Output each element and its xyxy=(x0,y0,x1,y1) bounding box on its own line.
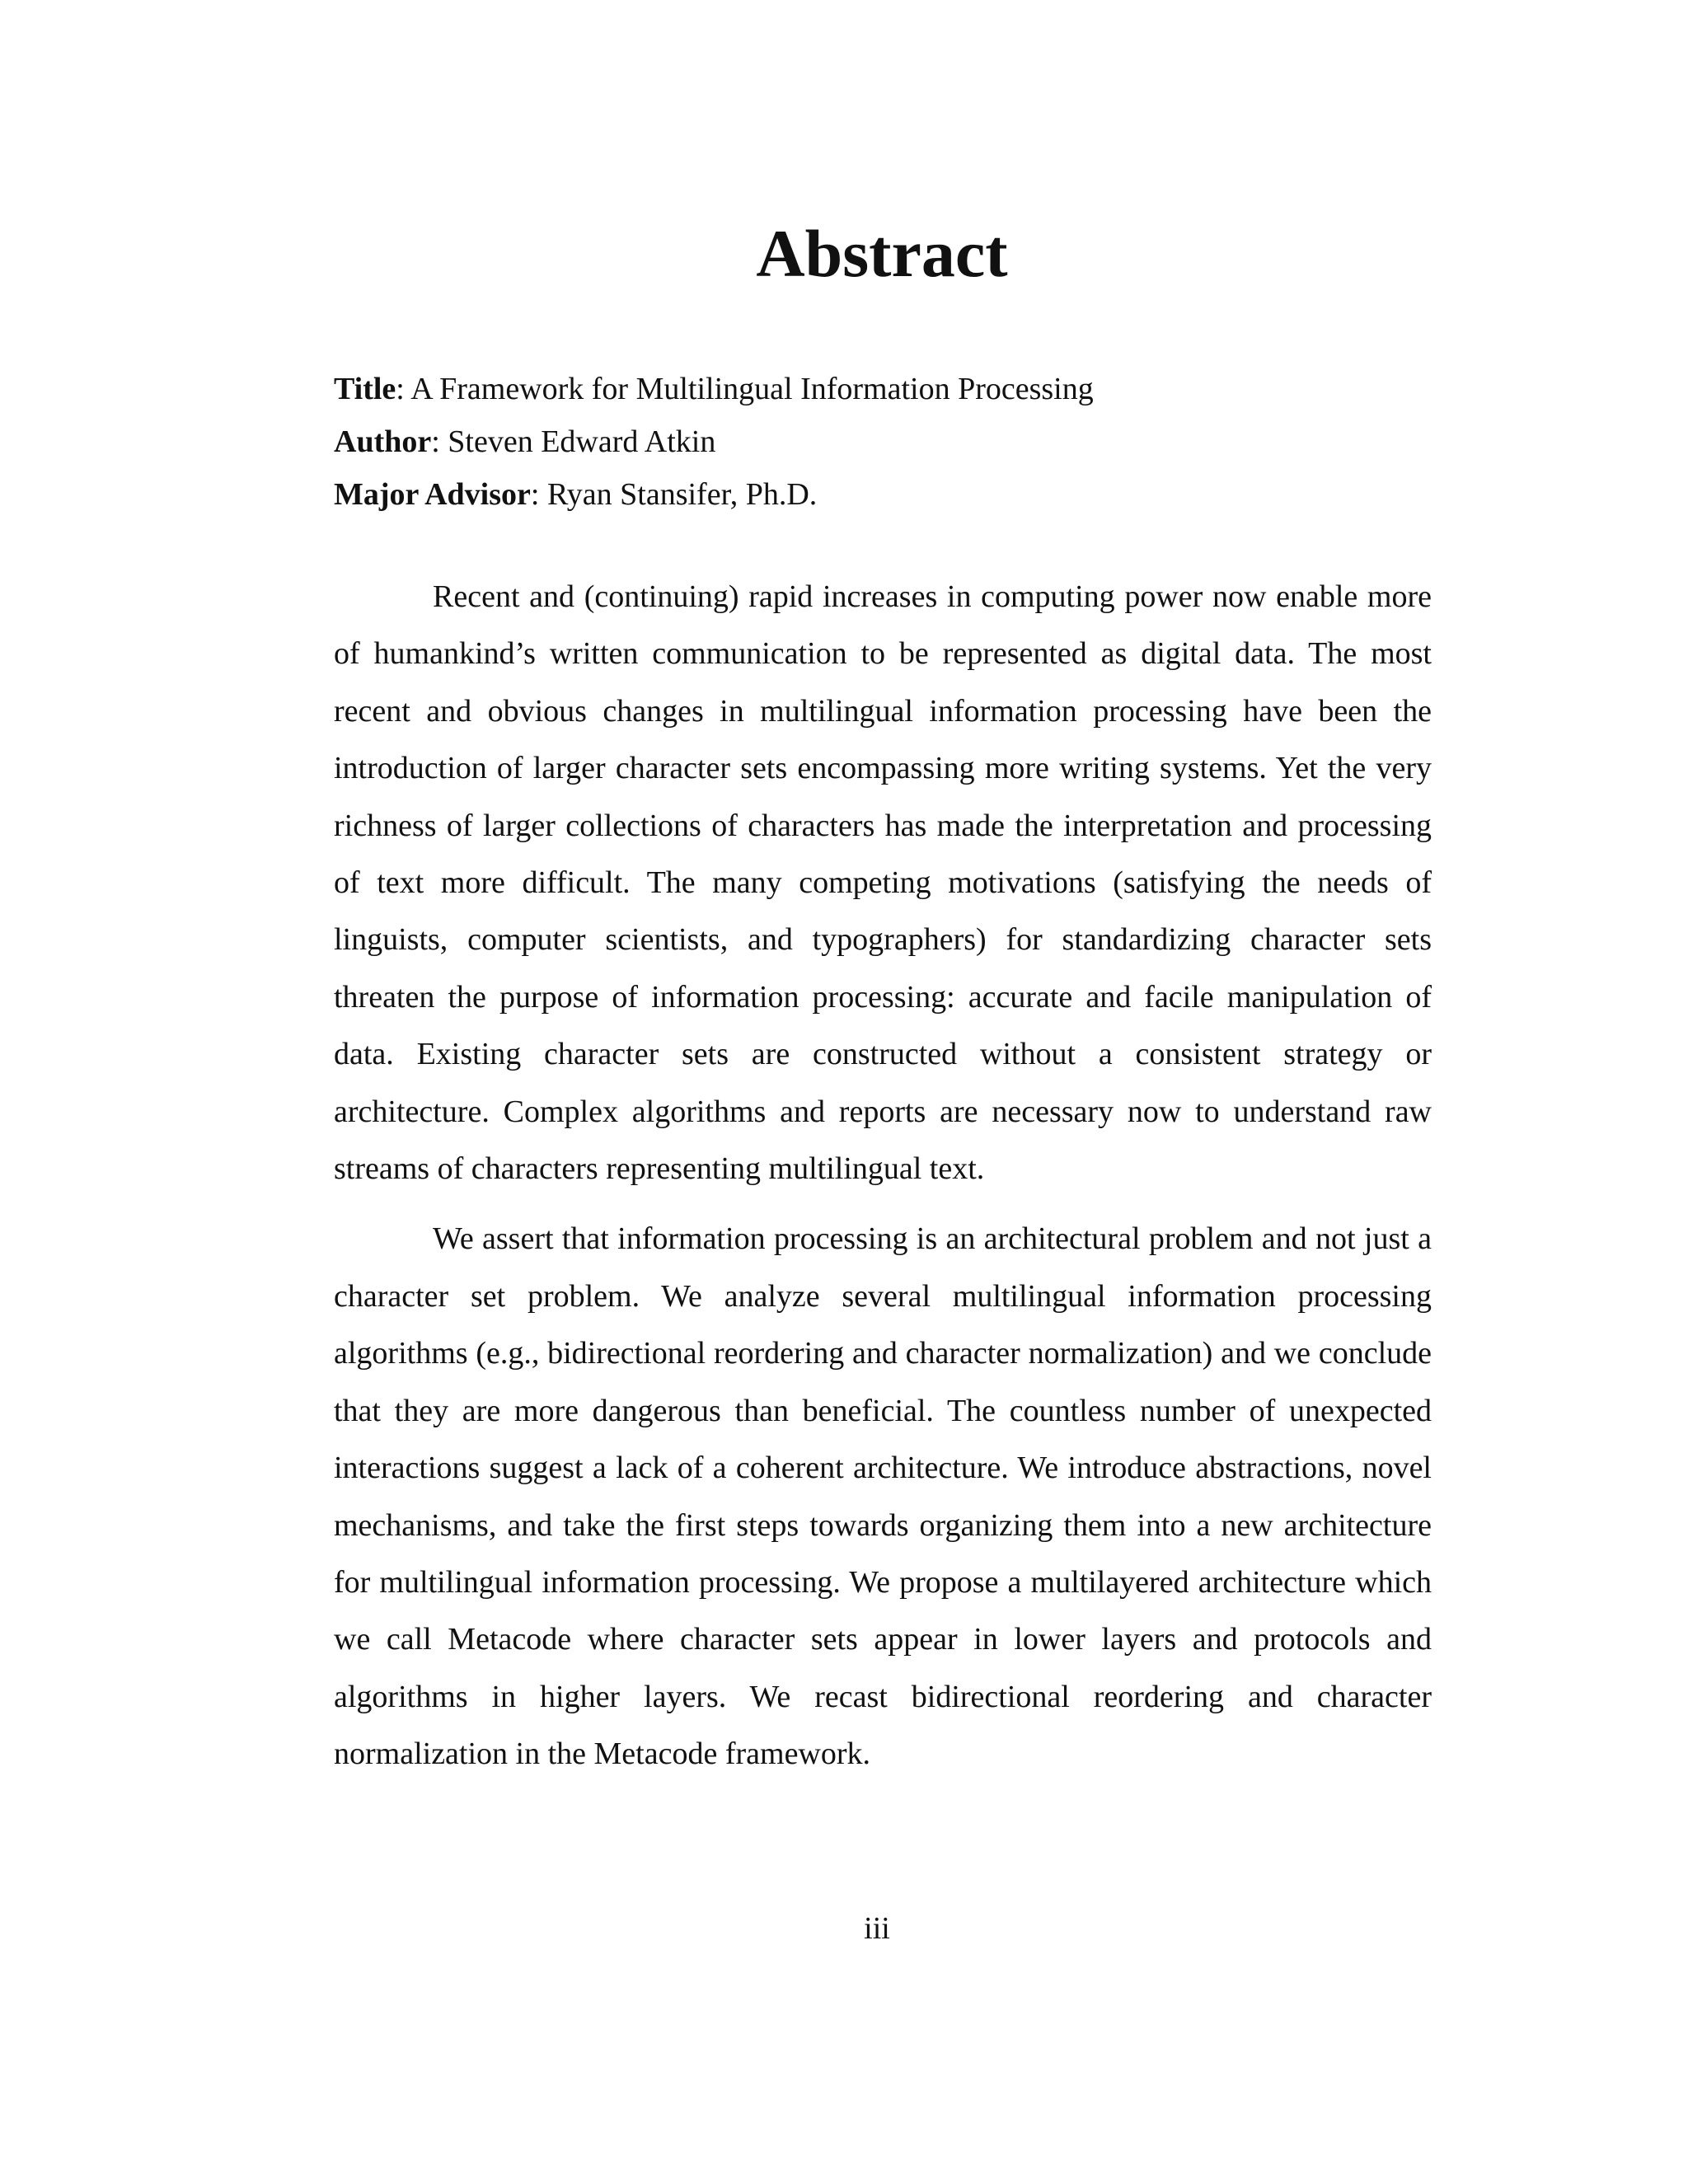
page-number: iii xyxy=(864,1911,890,1946)
advisor-value: : Ryan Stansifer, Ph.D. xyxy=(530,477,818,512)
author-value: : Steven Edward Atkin xyxy=(431,424,716,459)
advisor-label: Major Advisor xyxy=(334,477,531,512)
title-line xyxy=(334,363,1430,415)
abstract-heading: Abstract xyxy=(756,216,1008,291)
advisor-line xyxy=(334,468,1430,521)
author-line xyxy=(334,415,1430,468)
abstract-paragraph-1: Recent and (continuing) rapid increases in computing power now enable more of humankind’s written communication to be represented as digital data. The most recent and obvious changes in multilingual information processing have been the introduction of larger character sets encompassing more writing systems. Yet the very richness of larger collections of characters has made the interpretation and processing of text more difficult. The many competing motivations (satisfying the needs of linguists, computer scientists, and typographers) for standardizing character sets threaten the purpose of information processing: accurate and facile manipulation of data. Existing character sets are constructed without a consistent strategy or architecture. Complex algorithms and reports are necessary now to understand raw streams of characters representing multilingual text. xyxy=(334,579,1432,1187)
author-label: Author xyxy=(334,424,432,459)
abstract-body xyxy=(334,569,1432,1783)
title-label: Title xyxy=(334,372,396,406)
abstract-paragraph-2: We assert that information processing is an architectural problem and not just a character set problem. We analyze several multilingual information processing algorithms (e.g., bidirectional reordering and character normalization) and we conclude that they are more dangerous than beneficial. The countless number of unexpected interactions suggest a lack of a coherent architecture. We introduce abstractions, novel mechanisms, and take the first steps towards organizing them into a new architecture for multilingual information processing. We propose a multilayered architecture which we call Metacode where character sets appear in lower layers and protocols and algorithms in higher layers. We recast bidirectional reordering and character normalization in the Metacode framework. xyxy=(334,1221,1432,1772)
title-value: : A Framework for Multilingual Information Processing xyxy=(396,372,1094,406)
thesis-metadata xyxy=(334,363,1430,521)
